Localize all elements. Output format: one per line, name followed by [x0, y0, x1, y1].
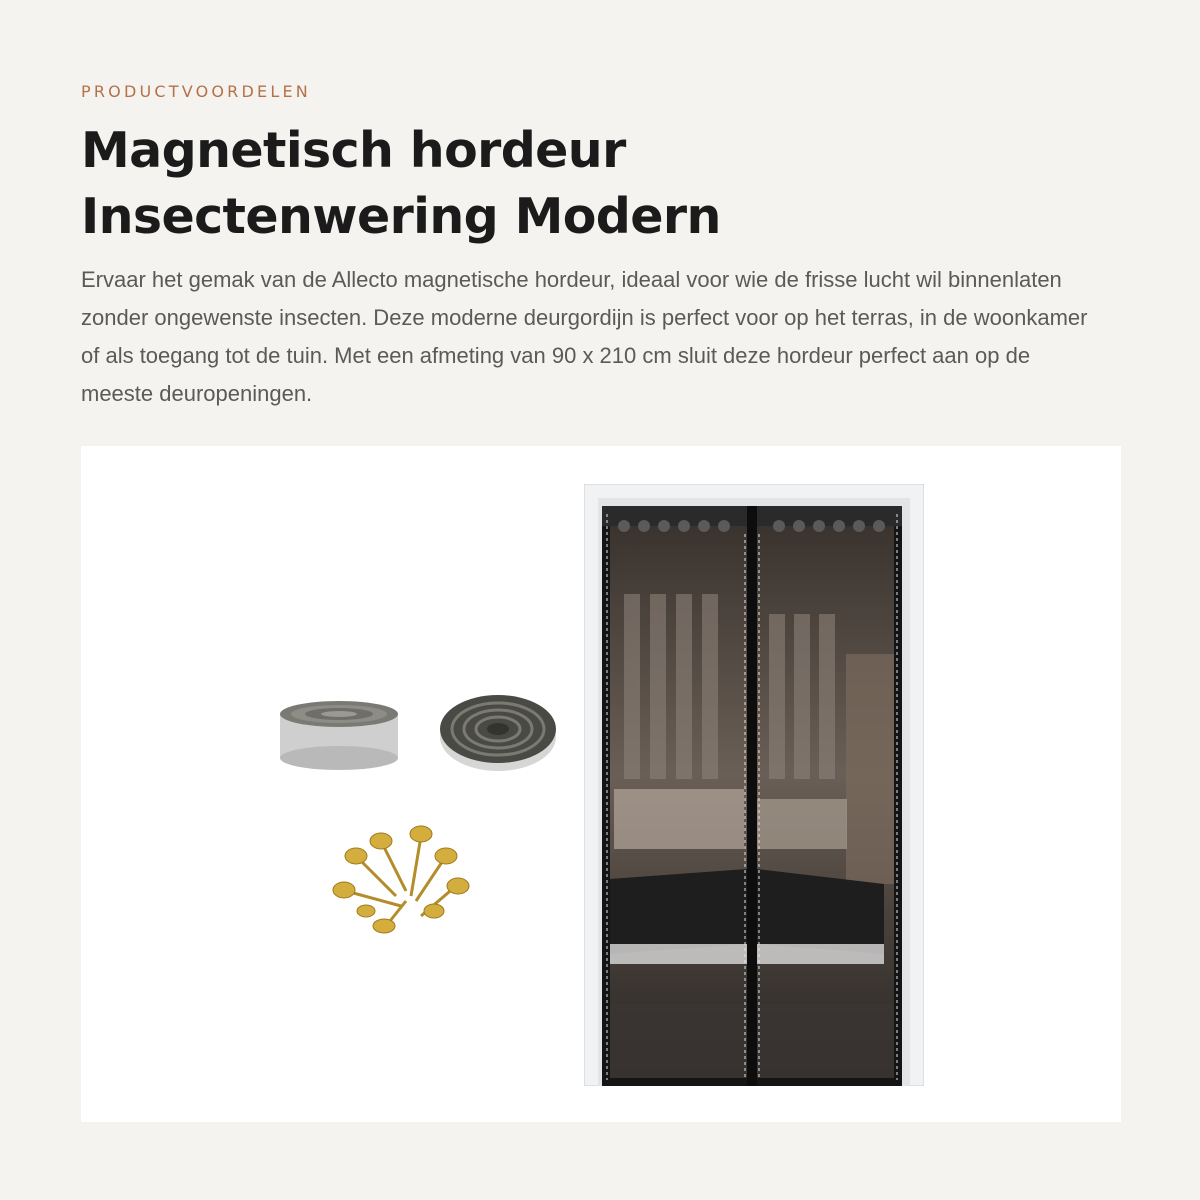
magnetic-screen-door-icon: [584, 484, 924, 1086]
page-title: [81, 118, 1121, 250]
section-eyebrow: PRODUCTVOORDELEN: [81, 82, 311, 101]
product-description: Ervaar het gemak van de Allecto magnetische hordeur, ideaal voor wie de frisse lucht wil binnenlaten zonder ongewenste insecten. Deze moderne deurgordijn is perfect voor op het terras, in de woonkamer of als toegang tot de tuin. Met een afmeting van 90 x 210 cm sluit deze hordeur perfect aan op de meeste deuropeningen.: [81, 267, 1088, 406]
title-line-1: Magnetisch hordeur: [81, 122, 626, 179]
product-image: [81, 446, 1121, 1122]
title-line-2: Insectenwering Modern: [81, 188, 721, 245]
velcro-tape-roll-icon: [274, 696, 404, 776]
magnetic-strip-roll-icon: [436, 691, 561, 776]
brass-pins-icon: [326, 816, 476, 936]
